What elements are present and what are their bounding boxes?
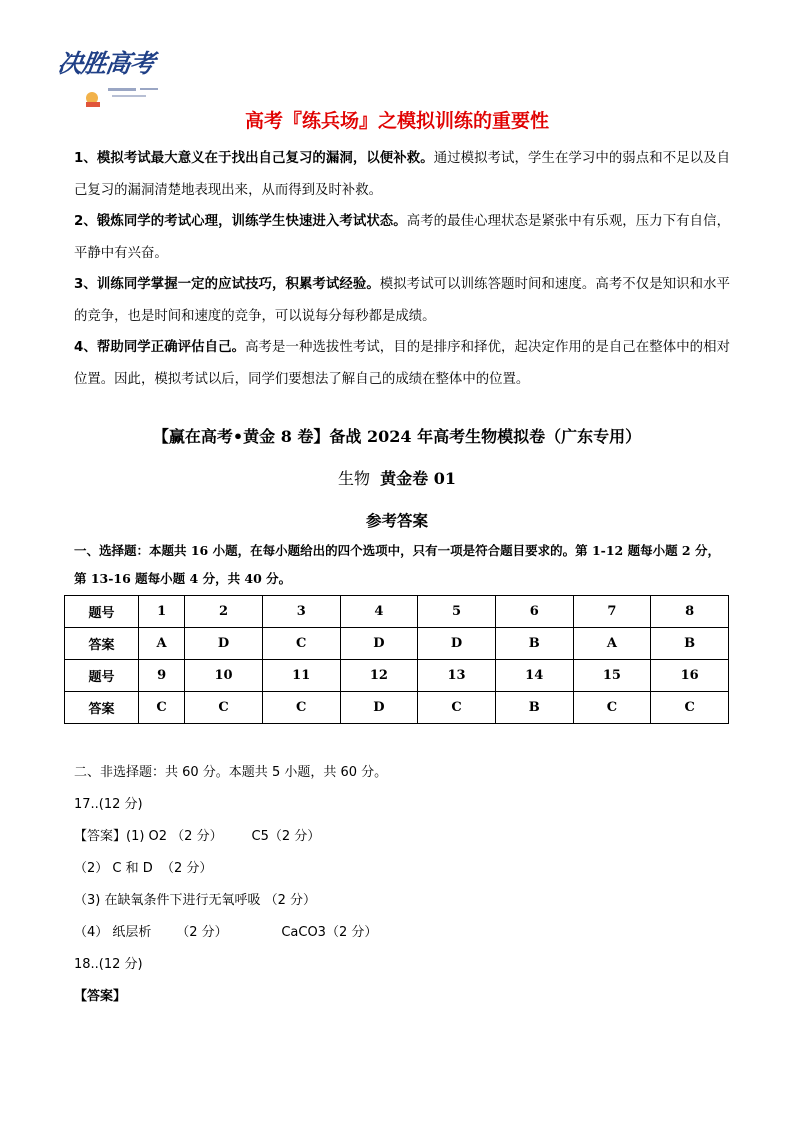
section-2-heading: 二、非选择题：共 60 分。本题共 5 小题，共 60 分。 — [74, 765, 388, 780]
table-cell: 题号 — [65, 596, 139, 628]
table-cell: 题号 — [65, 660, 139, 692]
table-cell: 4 — [340, 596, 418, 628]
question-17-answer-line: （4） 纸层析 （2 分） CaCO3（2 分） — [74, 925, 378, 940]
question-17-answer-line: （2） C 和 D （2 分） — [74, 861, 213, 876]
intro-item: 3、训练同学掌握一定的应试技巧，积累考试经验。模拟考试可以训练答题时间和速度。高考不仅是知识和水平的竞争，也是时间和速度的竞争，可以说每分每秒都是成绩。 — [74, 277, 730, 324]
answers-section — [74, 760, 734, 1016]
table-cell: 8 — [651, 596, 729, 628]
intro-item: 2、锻炼同学的考试心理，训练学生快速进入考试状态。高考的最佳心理状态是紧张中有乐观，压力下有自信，平静中有兴奋。 — [74, 214, 730, 261]
table-cell: C — [185, 692, 263, 724]
table-cell: C — [418, 692, 496, 724]
paper-title: 【赢在高考•黄金 8 卷】备战 2024 年高考生物模拟卷（广东专用） — [152, 427, 642, 446]
table-cell: 14 — [495, 660, 573, 692]
table-cell: C — [262, 628, 340, 660]
table-cell: 7 — [573, 596, 651, 628]
table-cell: 答案 — [65, 692, 139, 724]
banner-title: 高考『练兵场』之模拟训练的重要性 — [244, 110, 549, 132]
intro-item: 4、帮助同学正确评估自己。高考是一种选拔性考试，目的是排序和择优，起决定作用的是自己在整体中的相对位置。因此，模拟考试以后，同学们要想法了解自己的成绩在整体中的位置。 — [74, 340, 730, 387]
question-17-answer-line: （3) 在缺氧条件下进行无氧呼吸 （2 分） — [74, 893, 317, 908]
table-cell: A — [573, 628, 651, 660]
table-cell: 5 — [418, 596, 496, 628]
table-cell: B — [495, 692, 573, 724]
table-cell: 16 — [651, 660, 729, 692]
table-cell: C — [139, 692, 185, 724]
table-cell: 1 — [139, 596, 185, 628]
table-cell: D — [340, 628, 418, 660]
subject-label: 生物 — [337, 469, 370, 488]
logo-text: 决胜高考 — [55, 49, 156, 78]
table-row — [65, 660, 729, 692]
paper-label: 黄金卷 01 — [380, 469, 457, 488]
question-18-header: 18..(12 分) — [74, 957, 143, 972]
table-cell: 6 — [495, 596, 573, 628]
table-cell: D — [185, 628, 263, 660]
table-cell: C — [573, 692, 651, 724]
intro-item: 1、模拟考试最大意义在于找出自己复习的漏洞，以便补救。通过模拟考试，学生在学习中的弱点和不足以及自己复习的漏洞清楚地表现出来，从而得到及时补救。 — [74, 151, 730, 198]
table-row — [65, 628, 729, 660]
table-cell: A — [139, 628, 185, 660]
table-cell: 2 — [185, 596, 263, 628]
table-cell: 答案 — [65, 628, 139, 660]
answer-table — [64, 595, 729, 724]
answers-title: 参考答案 — [365, 511, 428, 530]
logo-illustration-icon — [80, 84, 166, 108]
intro-list — [74, 143, 730, 395]
table-cell: 3 — [262, 596, 340, 628]
table-cell: 15 — [573, 660, 651, 692]
table-cell: B — [651, 628, 729, 660]
question-17-answer-line: 【答案】(1) O2 （2 分） C5（2 分） — [74, 829, 321, 844]
logo — [55, 44, 178, 112]
question-17-header: 17..(12 分) — [74, 797, 143, 812]
table-cell: C — [262, 692, 340, 724]
section-1-instructions: 一、选择题：本题共 16 小题，在每小题给出的四个选项中，只有一项是符合题目要求的。第 1-12 题每小题 2 分，第 13-16 题每小题 4 分，共 40 分。 — [74, 543, 720, 586]
table-cell: 12 — [340, 660, 418, 692]
table-cell: 11 — [262, 660, 340, 692]
table-cell: B — [495, 628, 573, 660]
table-cell: 13 — [418, 660, 496, 692]
table-cell: D — [340, 692, 418, 724]
paper-subtitle — [0, 466, 794, 489]
table-cell: 10 — [185, 660, 263, 692]
table-row — [65, 692, 729, 724]
question-18-answer-label: 【答案】 — [74, 989, 127, 1004]
table-cell: 9 — [139, 660, 185, 692]
table-row — [65, 596, 729, 628]
table-cell: C — [651, 692, 729, 724]
table-cell: D — [418, 628, 496, 660]
